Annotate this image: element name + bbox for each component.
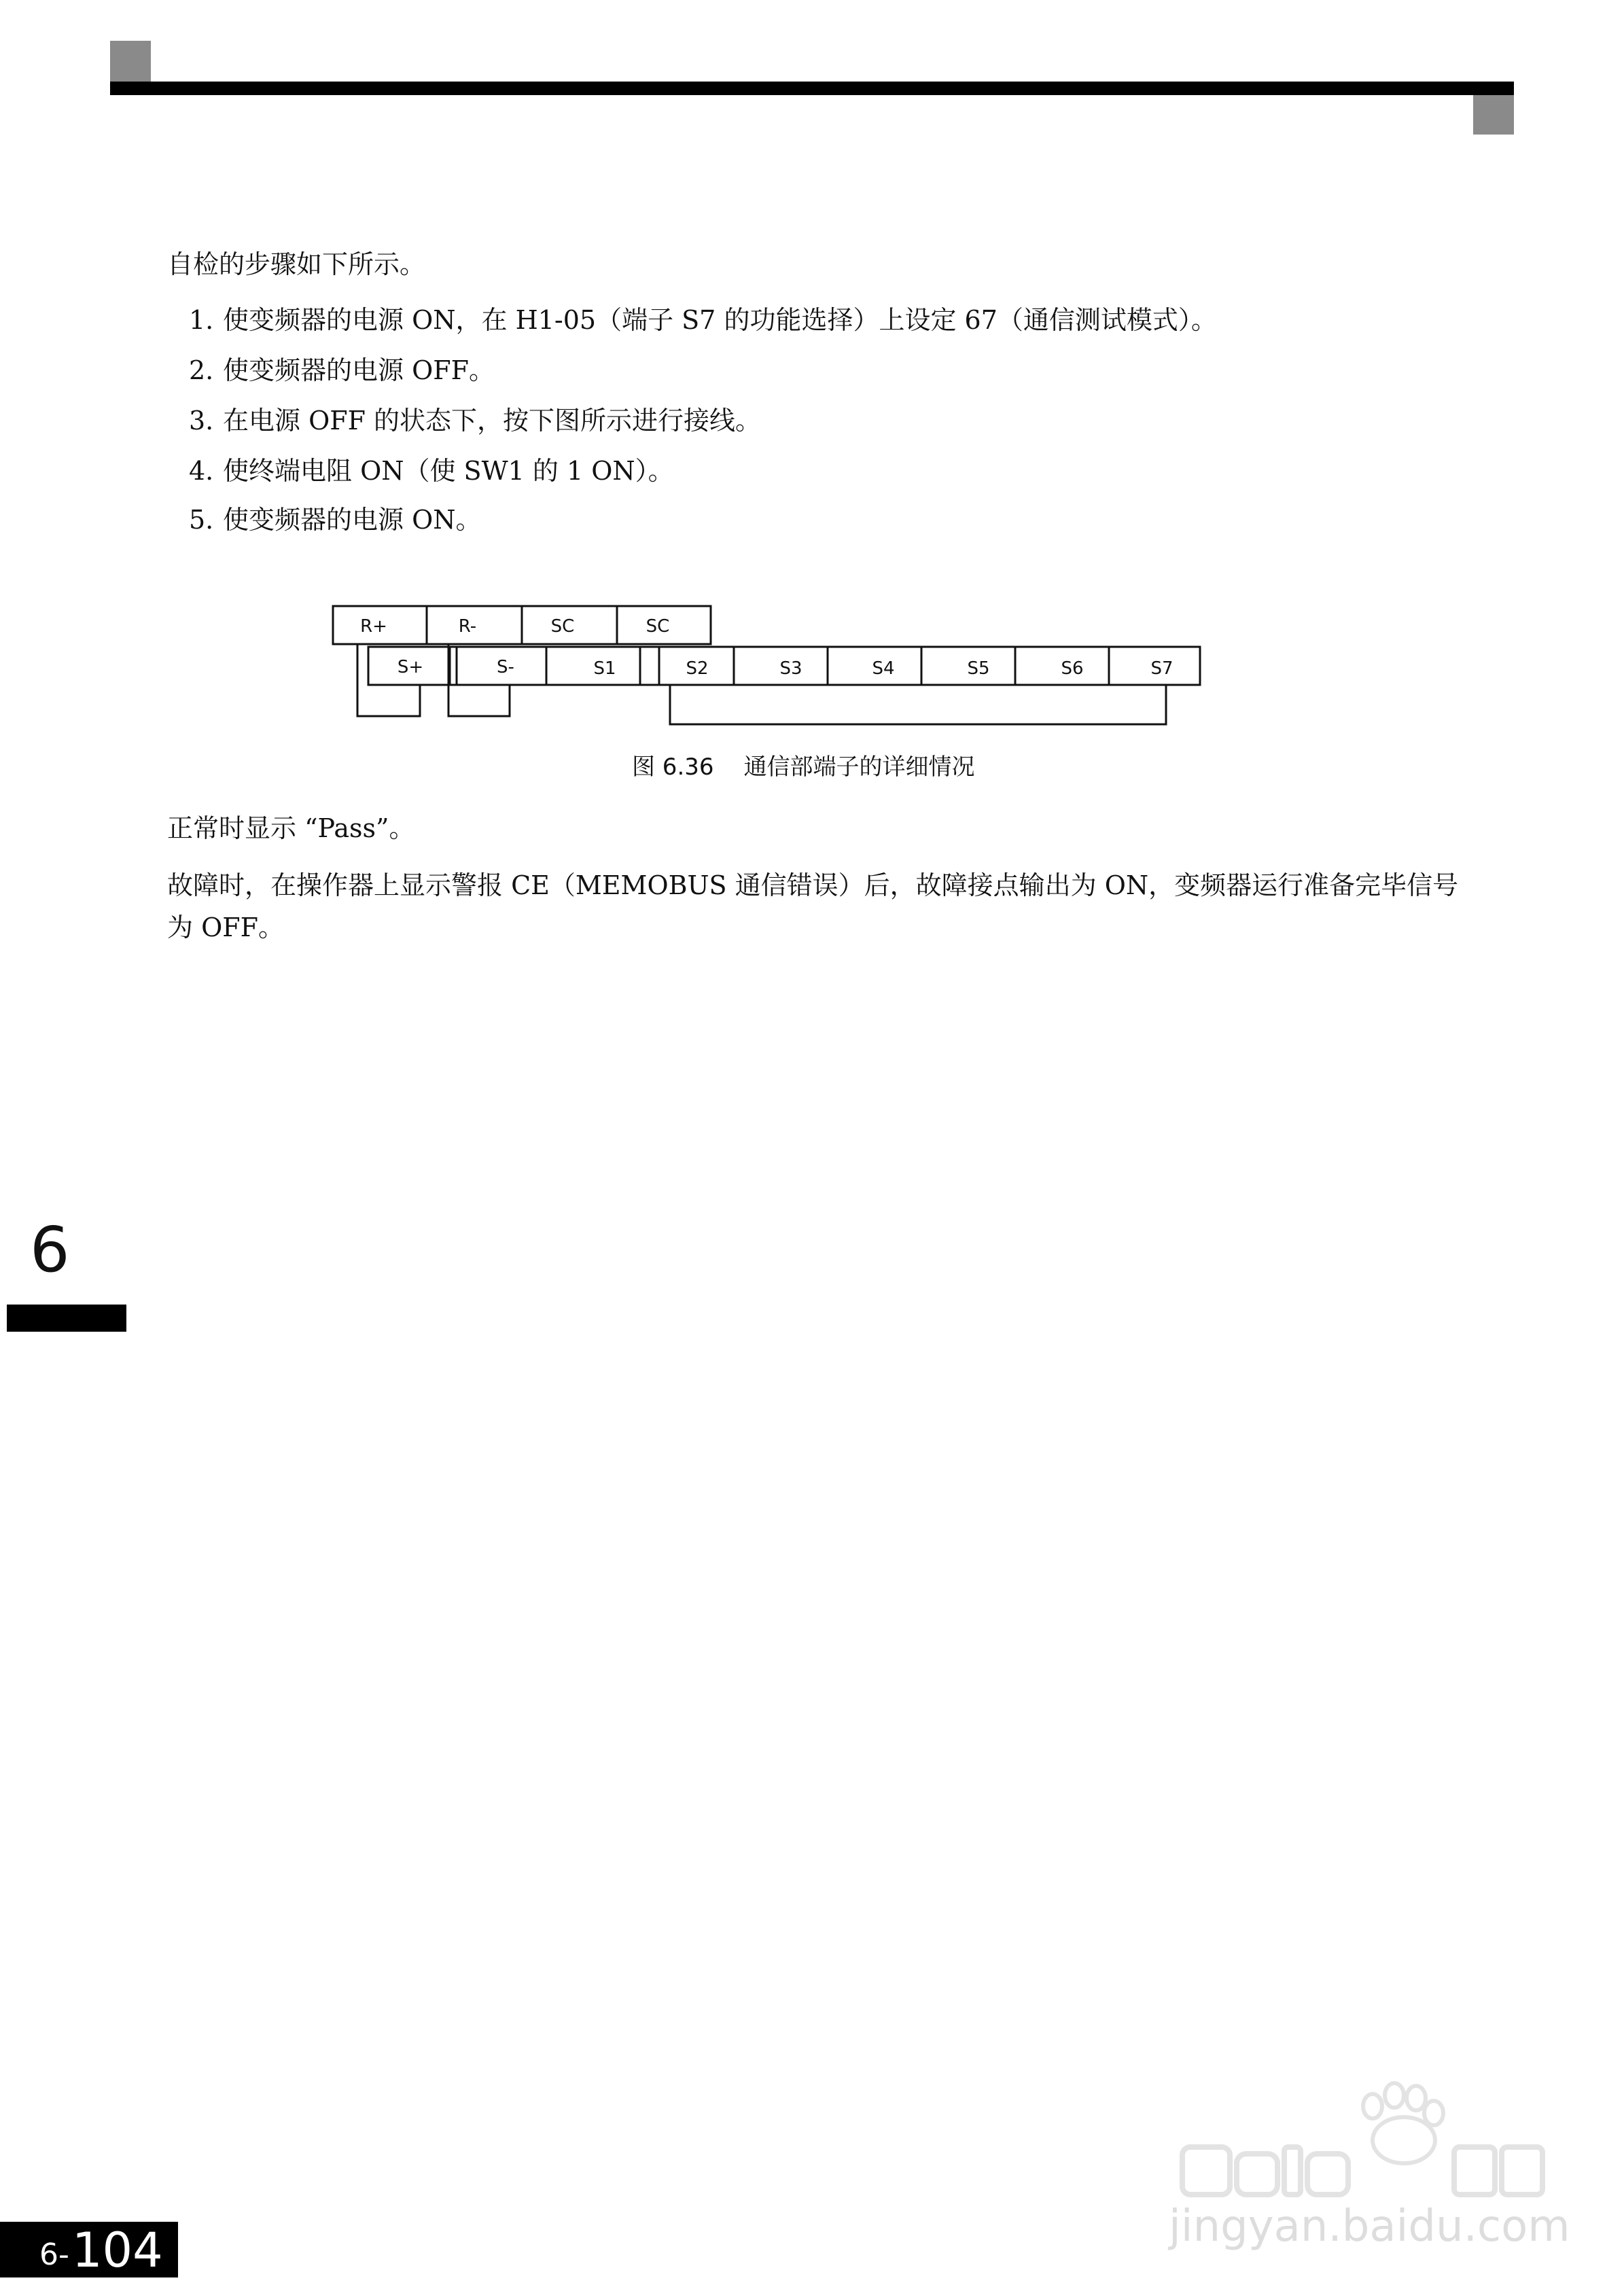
- baidu-paw-logo-icon: [1169, 2072, 1549, 2201]
- fault-status-text: 故障时，在操作器上显示警报 CE（MEMOBUS 通信错误）后，故障接点输出为 ON，变频器运行准备完毕信号为 OFF。: [167, 870, 1459, 942]
- header-bar: [110, 82, 1514, 95]
- step-number: 2.: [189, 355, 214, 385]
- terminal-label-r-plus: R+: [360, 616, 387, 637]
- terminal-box-spacer-2: [640, 647, 659, 685]
- step-5: [189, 504, 481, 535]
- terminal-label-s2: S2: [686, 658, 709, 679]
- step-2: [189, 355, 495, 386]
- step-text: 使变频器的电源 ON，在 H1-05（端子 S7 的功能选择）上设定 67（通信测试模式）。: [223, 305, 1217, 335]
- jumper-wire-s2-s7: [670, 685, 1166, 724]
- step-text: 使变频器的电源 OFF。: [223, 355, 495, 385]
- step-number: 3.: [189, 406, 214, 436]
- page-number: 104: [72, 2222, 163, 2278]
- page-number-box: [0, 2222, 178, 2277]
- step-number: 5.: [189, 505, 214, 535]
- terminal-label-sc-2: SC: [646, 616, 670, 637]
- terminal-label-s1: S1: [593, 658, 616, 679]
- terminal-label-s-plus: S+: [397, 657, 424, 677]
- step-text: 使变频器的电源 ON。: [223, 505, 482, 535]
- step-number: 4.: [189, 456, 214, 486]
- figure-number: 图 6.36: [632, 754, 714, 781]
- terminal-label-s5: S5: [967, 658, 990, 679]
- step-text: 在电源 OFF 的状态下，按下图所示进行接线。: [223, 406, 762, 436]
- step-1: [189, 304, 1217, 336]
- normal-status-text: 正常时显示 “Pass”。: [167, 813, 415, 843]
- chapter-number: 6: [30, 1213, 70, 1286]
- jumper-wire-r-plus-s-plus: [357, 644, 420, 716]
- baidu-watermark: [1169, 2072, 1570, 2276]
- watermark-url: jingyan.baidu.com: [1169, 2201, 1570, 2252]
- figure-caption: [632, 753, 975, 781]
- terminal-label-s4: S4: [872, 658, 895, 679]
- terminal-label-sc-1: SC: [550, 616, 575, 637]
- terminal-label-s7: S7: [1150, 658, 1173, 679]
- step-4: [189, 455, 674, 486]
- step-3: [189, 405, 761, 436]
- terminal-label-r-minus: R-: [458, 616, 477, 637]
- intro-text: 自检的步骤如下所示。: [167, 249, 426, 279]
- chapter-tab-bar: [7, 1305, 126, 1332]
- header-square-left: [110, 41, 151, 82]
- terminal-diagram: [332, 605, 1215, 734]
- step-text: 使终端电阻 ON（使 SW1 的 1 ON）。: [223, 456, 674, 486]
- header-square-right: [1473, 95, 1514, 135]
- figure-title: 通信部端子的详细情况: [743, 754, 975, 781]
- terminal-label-s3: S3: [779, 658, 802, 679]
- terminal-label-s6: S6: [1061, 658, 1084, 679]
- terminal-label-s-minus: S-: [497, 657, 514, 677]
- step-number: 1.: [189, 305, 214, 335]
- page-number-prefix: 6-: [39, 2237, 69, 2272]
